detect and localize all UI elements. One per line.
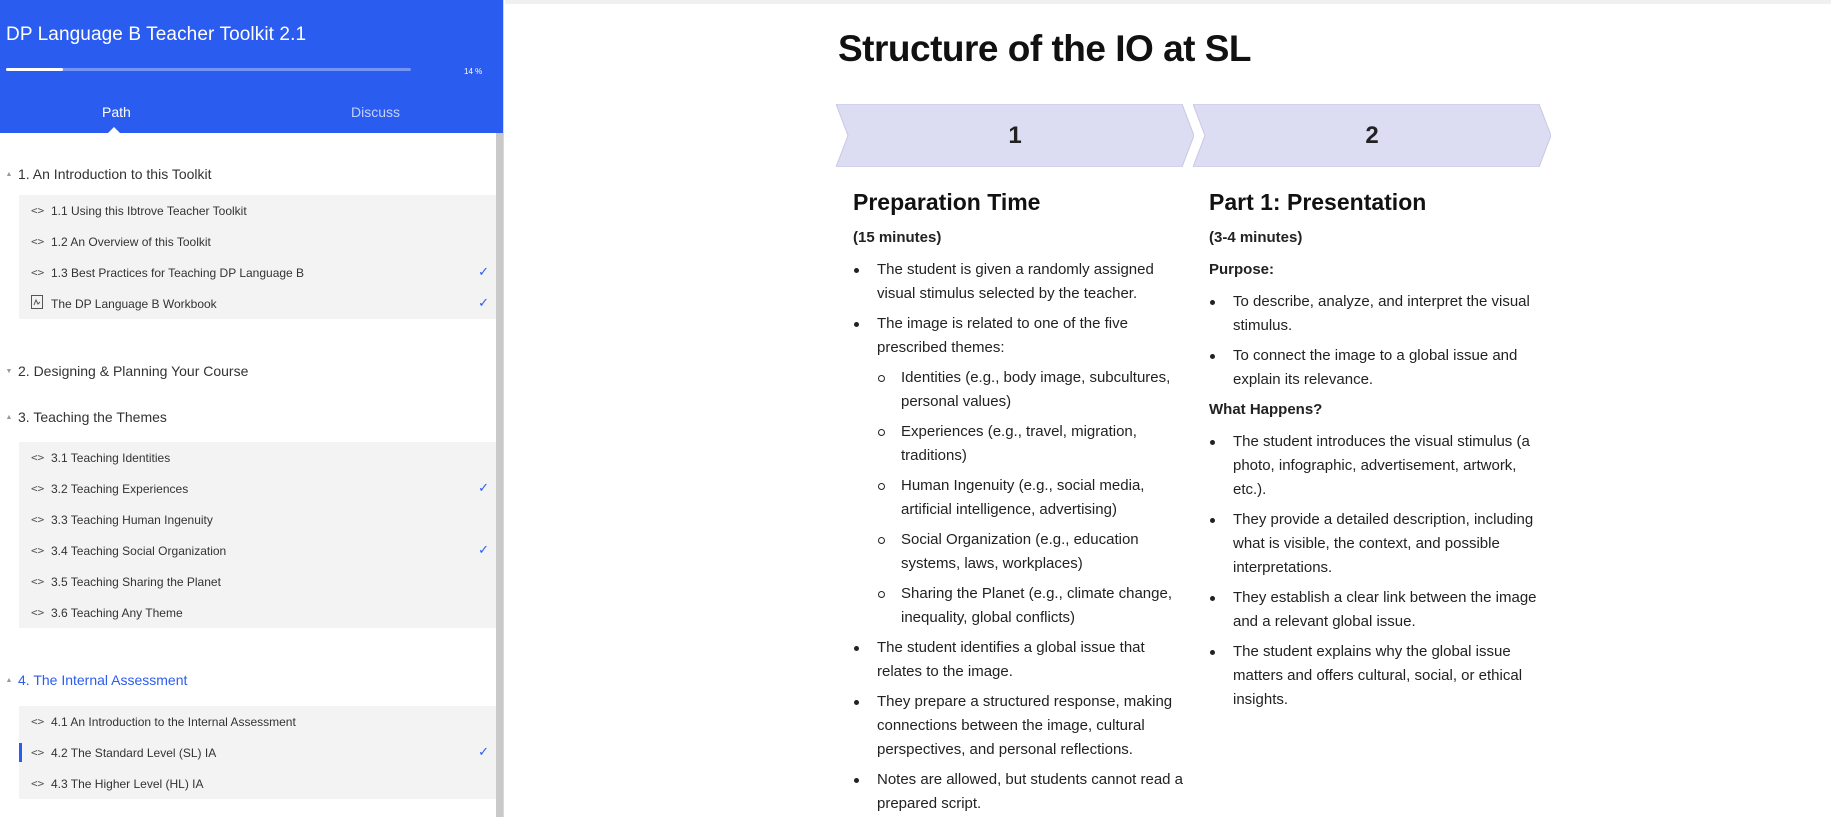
lesson-item[interactable] (19, 597, 496, 628)
lesson-label: 1.3 Best Practices for Teaching DP Language B (51, 265, 305, 280)
section-header[interactable] (0, 665, 496, 695)
theme-item: Human Ingenuity (e.g., social media, artificial intelligence, advertising) (877, 474, 1193, 522)
code-icon: <> (31, 715, 45, 728)
code-icon: <> (31, 482, 45, 495)
lesson-label: 3.3 Teaching Human Ingenuity (51, 512, 213, 527)
section-header[interactable] (0, 159, 496, 189)
step-number: 2 (1365, 121, 1379, 149)
theme-item: Social Organization (e.g., education systems, laws, workplaces) (877, 528, 1193, 576)
lesson-item[interactable] (19, 706, 496, 737)
lesson-item[interactable] (19, 737, 496, 768)
code-icon: <> (31, 204, 45, 217)
presentation-column (1209, 188, 1549, 718)
theme-item: Experiences (e.g., travel, migration, traditions) (877, 420, 1193, 468)
list-item: The student is given a randomly assigned visual stimulus selected by the teacher. (853, 258, 1193, 306)
section-header[interactable] (0, 356, 496, 386)
list-item (853, 312, 1193, 630)
code-icon: <> (31, 451, 45, 464)
code-icon: <> (31, 266, 45, 279)
step-chevron-2 (1193, 104, 1551, 167)
list-item: The student introduces the visual stimulus (a photo, infographic, advertisement, artwork, etc.). (1209, 430, 1549, 502)
code-icon: <> (31, 777, 45, 790)
lesson-label: 4.1 An Introduction to the Internal Assessment (51, 714, 296, 729)
lesson-item[interactable] (19, 226, 496, 257)
purpose-list (1209, 290, 1549, 392)
step-duration: (15 minutes) (853, 229, 942, 246)
check-icon: ✓ (478, 744, 489, 759)
lesson-item[interactable] (19, 288, 496, 319)
list-item: The student identifies a global issue that relates to the image. (853, 636, 1193, 684)
top-divider (505, 0, 1831, 4)
what-happens-list (1209, 430, 1549, 712)
lesson-item[interactable] (19, 195, 496, 226)
lesson-label: 4.2 The Standard Level (SL) IA (51, 745, 217, 760)
lesson-item[interactable] (19, 473, 496, 504)
section-title: 1. An Introduction to this Toolkit (18, 166, 212, 182)
check-icon: ✓ (478, 264, 489, 279)
sidebar-scrollbar[interactable] (496, 133, 503, 817)
lesson-label: 3.4 Teaching Social Organization (51, 543, 227, 558)
list-item: The student explains why the global issue matters and offers cultural, social, or ethical insights. (1209, 640, 1549, 712)
list-item: Notes are allowed, but students cannot read a prepared script. (853, 768, 1193, 816)
lesson-item[interactable] (19, 566, 496, 597)
lesson-label: 1.2 An Overview of this Toolkit (51, 234, 211, 249)
section-lessons (19, 706, 496, 799)
pdf-icon (31, 295, 51, 312)
lesson-label: 3.1 Teaching Identities (51, 450, 171, 465)
triangle-up-icon: ▲ (5, 413, 13, 421)
section-title: 3. Teaching the Themes (18, 409, 167, 425)
list-item-text: The image is related to one of the five prescribed themes: (877, 315, 1128, 356)
preparation-list (853, 258, 1193, 816)
lesson-item[interactable] (19, 504, 496, 535)
step-chevron-1 (836, 104, 1194, 167)
lesson-item[interactable] (19, 535, 496, 566)
theme-item: Sharing the Planet (e.g., climate change, inequality, global conflicts) (877, 582, 1193, 630)
progress-bar-fill (6, 68, 63, 71)
code-icon: <> (31, 575, 45, 588)
code-icon: <> (31, 513, 45, 526)
section-title: 4. The Internal Assessment (18, 672, 188, 688)
list-item: To describe, analyze, and interpret the visual stimulus. (1209, 290, 1549, 338)
progress-percent: 14 % (464, 67, 483, 76)
lesson-label: 3.5 Teaching Sharing the Planet (51, 574, 221, 589)
lesson-label: The DP Language B Workbook (51, 296, 217, 311)
list-item: They prepare a structured response, making connections between the image, cultural perspectives, and personal reflections. (853, 690, 1193, 762)
lesson-label: 3.2 Teaching Experiences (51, 481, 189, 496)
step-heading: Part 1: Presentation (1209, 189, 1427, 215)
lesson-item[interactable] (19, 768, 496, 799)
lesson-item[interactable] (19, 257, 496, 288)
course-sidebar (0, 0, 504, 817)
theme-item: Identities (e.g., body image, subcultures, personal values) (877, 366, 1193, 414)
lesson-label: 4.3 The Higher Level (HL) IA (51, 776, 204, 791)
page-title: Structure of the IO at SL (838, 28, 1252, 69)
lesson-label: 1.1 Using this Ibtrove Teacher Toolkit (51, 203, 247, 218)
check-icon: ✓ (478, 542, 489, 557)
check-icon: ✓ (478, 295, 489, 310)
triangle-down-icon: ▼ (5, 367, 13, 375)
tab-discuss[interactable]: Discuss (351, 104, 401, 120)
list-item: To connect the image to a global issue and explain its relevance. (1209, 344, 1549, 392)
course-title: DP Language B Teacher Toolkit 2.1 (6, 24, 307, 45)
code-icon: <> (31, 235, 45, 248)
code-icon: <> (31, 544, 45, 557)
preparation-column (853, 188, 1193, 817)
triangle-up-icon: ▲ (5, 676, 13, 684)
what-happens-label: What Happens? (1209, 401, 1323, 418)
step-duration: (3-4 minutes) (1209, 229, 1303, 246)
section-header[interactable] (0, 402, 496, 432)
section-lessons (19, 195, 496, 319)
code-icon: <> (31, 746, 45, 759)
list-item: They provide a detailed description, including what is visible, the context, and possible interpretations. (1209, 508, 1549, 580)
step-number: 1 (1008, 121, 1022, 149)
section-title: 2. Designing & Planning Your Course (18, 363, 249, 379)
lesson-label: 3.6 Teaching Any Theme (51, 605, 183, 620)
lesson-item[interactable] (19, 442, 496, 473)
progress-bar (6, 68, 411, 71)
sidebar-header (0, 0, 504, 133)
triangle-up-icon: ▲ (5, 170, 13, 178)
code-icon: <> (31, 606, 45, 619)
purpose-label: Purpose: (1209, 261, 1275, 278)
section-lessons (19, 442, 496, 628)
check-icon: ✓ (478, 480, 489, 495)
list-item: They establish a clear link between the image and a relevant global issue. (1209, 586, 1549, 634)
lesson-list[interactable] (0, 133, 497, 817)
themes-list (877, 366, 1193, 630)
tab-path[interactable]: Path (102, 104, 131, 120)
step-heading: Preparation Time (853, 189, 1041, 215)
